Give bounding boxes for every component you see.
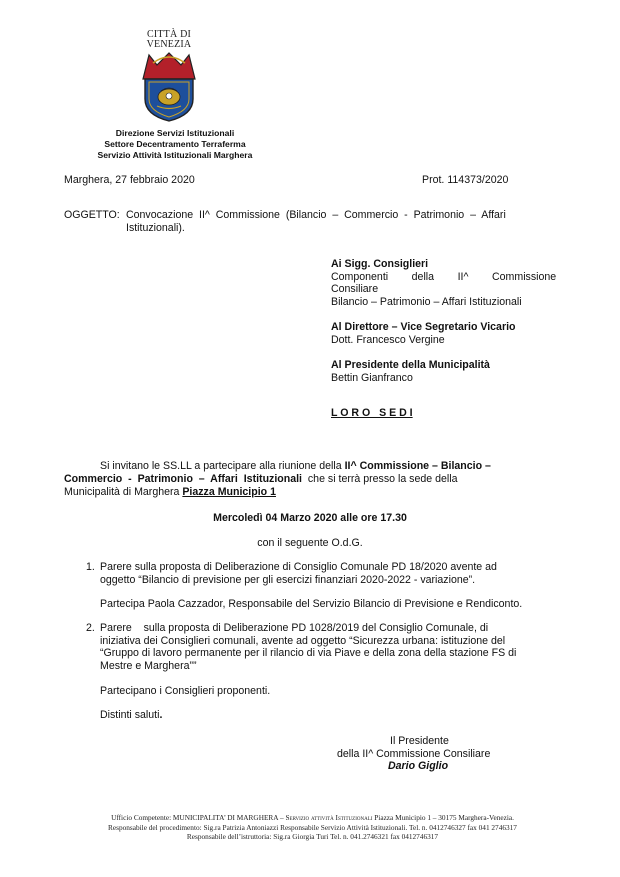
signature-commission: della II^ Commissione Consiliare [337,748,491,760]
item1-number: 1. [86,561,95,573]
closing-text: Distinti saluti [100,709,160,721]
item2-line2: iniziativa dei Consiglieri comunali, avente ad oggetto “Sicurezza urbana: istituzione del [100,635,506,647]
protocol-number: Prot. 114373/2020 [422,174,509,186]
item2-line4: Mestre e Marghera”” [100,660,197,672]
item2-number: 2. [86,622,95,634]
recipient-councillors-line2: Consiliare [331,283,379,295]
header-line1: Direzione Servizi Istituzionali [115,128,235,138]
recipient-president-name: Bettin Gianfranco [331,372,413,384]
recipient-director-name: Dott. Francesco Vergine [331,334,445,346]
logo-city-line1: CITTÀ DI [146,29,192,40]
footer-line2: Responsabile del procedimento: Sig.ra Patrizia Antoniazzi Responsabile Servizio Attività Istituzionali. Tel. n. 0412746327 fax 041 2746317 [108,822,517,832]
loro-sedi: L O R O S E D I [331,407,413,419]
meeting-date: Mercoledì 04 Marzo 2020 alle ore 17.30 [213,512,407,524]
footer [40,813,585,842]
footer-service: Servizio attività Istituzionali [285,813,373,822]
footer-address: Piazza Municipio 1 – 30175 Marghera-Venezia. [372,813,514,822]
item2-line1: Parere sulla proposta di Deliberazione PD 1028/2019 del Consiglio Comunale, di [100,622,489,634]
intro-text-d: che si terrà presso la sede della [302,473,458,485]
subject-line1: Convocazione II^ Commissione (Bilancio – Commercio - Patrimonio – Affari [126,209,506,221]
recipient-president-title: Al Presidente della Municipalità [331,359,490,371]
subject-label: OGGETTO: [64,209,120,221]
signature-name: Dario Giglio [388,760,449,772]
item1-note: Partecipa Paola Cazzador, Responsabile del Servizio Bilancio di Previsione e Rendiconto. [100,598,523,610]
item2-note: Partecipano i Consiglieri proponenti. [100,685,271,697]
footer-line1 [40,813,585,823]
commission-name-b: Commercio - Patrimonio – Affari Istituzionali [64,473,302,485]
signature-role: Il Presidente [390,735,449,747]
meeting-place: Piazza Municipio 1 [182,486,276,498]
recipient-director-title: Al Direttore – Vice Segretario Vicario [331,321,516,333]
recipient-councillors-line1: Componenti della II^ Commissione [331,271,557,283]
commission-name-a: II^ Commissione – Bilancio – [344,460,491,472]
closing-dot: . [159,709,163,721]
office-header [40,128,310,161]
intro-text-a: Si invitano le SS.LL a partecipare alla riunione della [100,460,345,472]
footer-office: Ufficio Competente: MUNICIPALITA’ DI MARGHERA – [111,813,286,822]
item1-line1: Parere sulla proposta di Deliberazione di Consiglio Comunale PD 18/2020 avente ad [100,561,497,573]
recipient-councillors-line3: Bilancio – Patrimonio – Affari Istituzionali [331,296,522,308]
intro-line1 [100,460,491,473]
agenda-intro: con il seguente O.d.G. [257,537,363,549]
subject-line2: Istituzionali). [126,222,185,234]
city-logo [134,30,204,123]
header-line3: Servizio Attività Istituzionali Marghera [97,150,253,160]
closing-greeting [100,709,162,722]
recipient-councillors-title: Ai Sigg. Consiglieri [331,258,429,270]
intro-text-e: Municipalità di Marghera [64,486,183,498]
header-line2: Settore Decentramento Terraferma [104,139,246,149]
item1-line2: oggetto “Bilancio di previsione per gli esercizi finanziari 2020-2022 - variazione”. [100,574,476,586]
logo-city-line2: VENEZIA [146,39,192,50]
venice-crest-icon [139,51,199,123]
intro-line2 [64,473,457,486]
place-date: Marghera, 27 febbraio 2020 [64,174,195,186]
footer-line3: Responsabile dell’istruttoria: Sig.ra Giorgia Turi Tel. n. 041.2746321 fax 0412746317 [186,832,439,841]
intro-line3 [64,486,276,499]
item2-line3: “Gruppo di lavoro permanente per il rilancio di via Piave e della zona della stazione FS di [100,647,517,659]
